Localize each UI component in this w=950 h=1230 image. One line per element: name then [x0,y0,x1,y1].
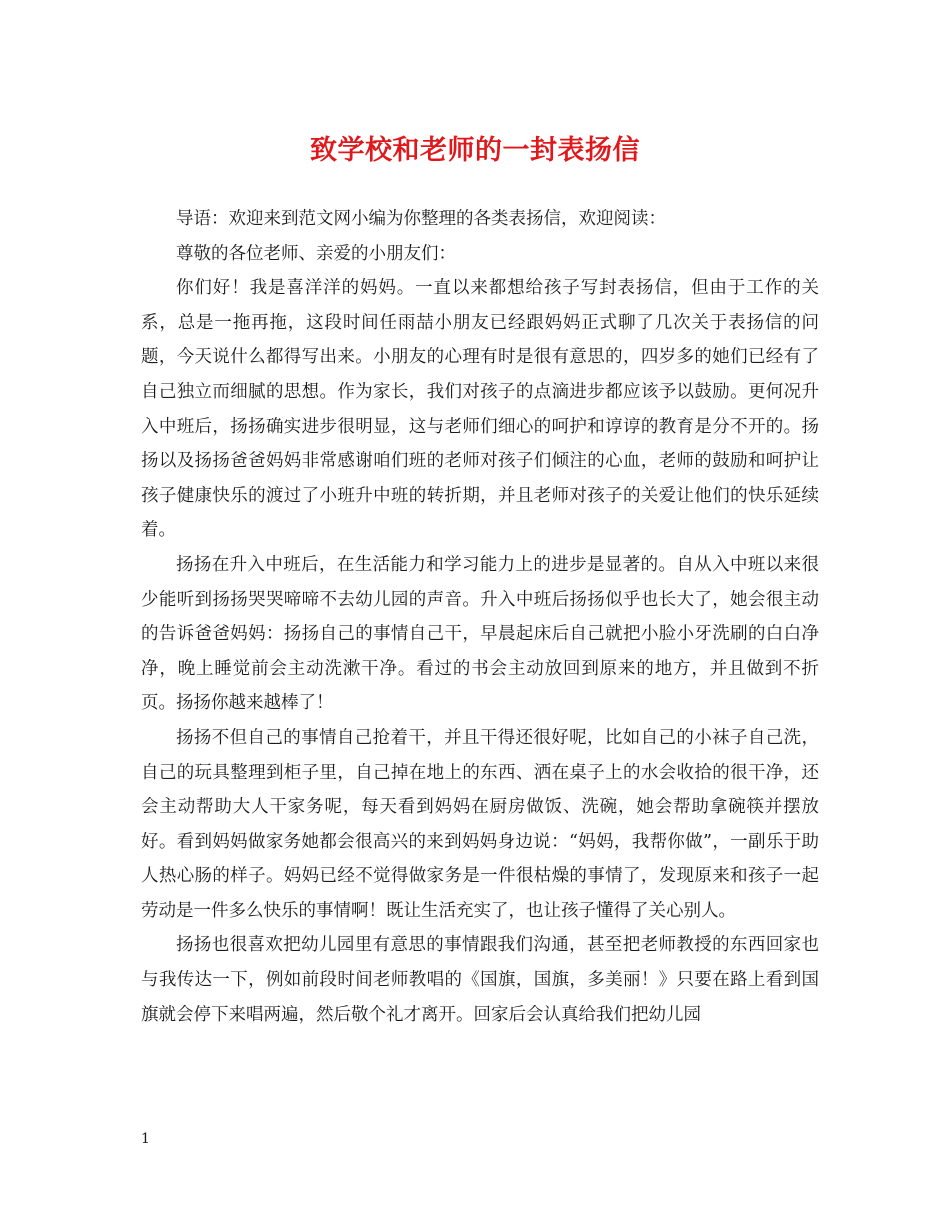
body-paragraph: 你们好！我是喜洋洋的妈妈。一直以来都想给孩子写封表扬信，但由于工作的关系，总是一拖再拖，这段时间任雨喆小朋友已经跟妈妈正式聊了几次关于表扬信的问题，今天说什么都得写出来。小朋友的心理有时是很有意思的，四岁多的她们已经有了自己独立而细腻的思想。作为家长，我们对孩子的点滴进步都应该予以鼓励。更何况升入中班后，扬扬确实进步很明显，这与老师们细心的呵护和谆谆的教育是分不开的。扬扬以及扬扬爸爸妈妈非常感谢咱们班的老师对孩子们倾注的心血，老师的鼓励和呵护让孩子健康快乐的渡过了小班升中班的转折期，并且老师对孩子的关爱让他们的快乐延续着。 [141,278,819,541]
body-paragraph: 扬扬不但自己的事情自己抢着干，并且干得还很好呢，比如自己的小袜子自己洗，自己的玩具整理到柜子里，自己掉在地上的东西、洒在桌子上的水会收拾的很干净，还会主动帮助大人干家务呢，每天看到妈妈在厨房做饭、洗碗，她会帮助拿碗筷并摆放好。看到妈妈做家务她都会很高兴的来到妈妈身边说：“妈妈，我帮你做”，一副乐于助人热心肠的样子。妈妈已经不觉得做家务是一件很枯燥的事情了，发现原来和孩子一起劳动是一件多么快乐的事情啊！既让生活充实了，也让孩子懂得了关心别人。 [141,727,819,921]
page-number: 1 [141,1131,150,1147]
salutation-paragraph: 尊敬的各位老师、亲爱的小朋友们： [176,243,456,264]
intro-paragraph: 导语：欢迎来到范文网小编为你整理的各类表扬信，欢迎阅读： [176,209,666,229]
body-paragraph: 扬扬也很喜欢把幼儿园里有意思的事情跟我们沟通，甚至把老师教授的东西回家也与我传达一下，例如前段时间老师教唱的《国旗，国旗，多美丽！》只要在路上看到国旗就会停下来唱两遍，然后敬个礼才离开。回家后会认真给我们把幼儿园 [141,935,819,1025]
document-body [141,202,819,1032]
document-title: 致学校和老师的一封表扬信 [310,135,640,166]
body-paragraph: 扬扬在升入中班后，在生活能力和学习能力上的进步是显著的。自从入中班以来很少能听到扬扬哭哭啼啼不去幼儿园的声音。升入中班后扬扬似乎也长大了，她会很主动的告诉爸爸妈妈：扬扬自己的事情自己干，早晨起床后自己就把小脸小牙洗刷的白白净净，晚上睡觉前会主动洗漱干净。看过的书会主动放回到原来的地方，并且做到不折页。扬扬你越来越棒了！ [141,554,819,714]
